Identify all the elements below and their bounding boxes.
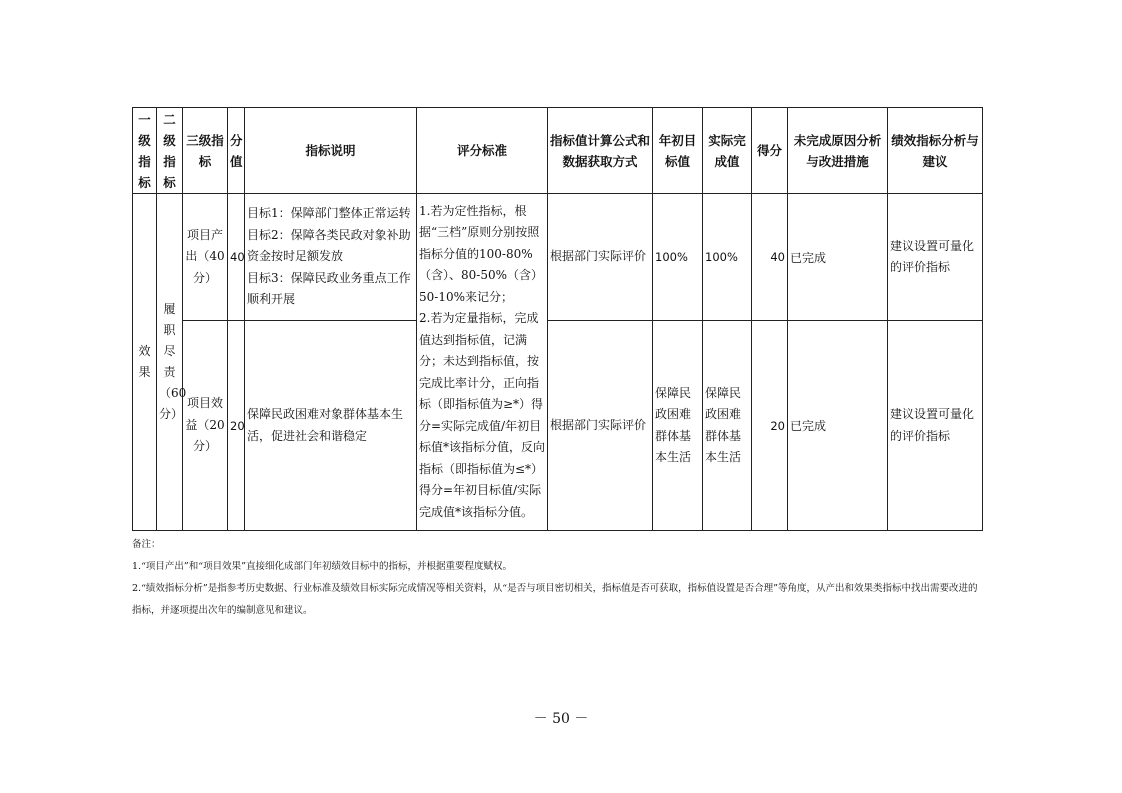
method-cell: 根据部门实际评价: [548, 321, 653, 531]
method-cell: 根据部门实际评价: [548, 194, 653, 321]
performance-table: [132, 107, 983, 531]
table-row: [133, 321, 983, 531]
target-cell: 100%: [653, 194, 703, 321]
level1-cell: 效果: [133, 194, 157, 531]
score-cell: 40: [228, 194, 245, 321]
description-cell: 保障民政困难对象群体基本生活，促进社会和谐稳定: [245, 321, 417, 531]
header-row: [133, 108, 983, 194]
header-score: 分值: [228, 108, 245, 194]
notes-title: 备注：: [132, 539, 161, 550]
header-got: 得分: [752, 108, 788, 194]
reason-cell: 已完成: [788, 194, 888, 321]
score-cell: 20: [228, 321, 245, 531]
reason-cell: 已完成: [788, 321, 888, 531]
header-level3: 三级指标: [183, 108, 228, 194]
level3-cell: 项目效益（20分）: [183, 321, 228, 531]
description-cell: 目标1：保障部门整体正常运转 目标2：保障各类民政对象补助资金按时足额发放 目标3：保障民政业务重点工作顺利开展: [245, 194, 417, 321]
header-description: 指标说明: [245, 108, 417, 194]
actual-cell: 100%: [703, 194, 752, 321]
level2-cell: 履职尽责（60分）: [157, 194, 183, 531]
level3-cell: 项目产出（40分）: [183, 194, 228, 321]
advice-cell: 建议设置可量化的评价指标: [888, 321, 983, 531]
got-score-cell: 40: [752, 194, 788, 321]
got-score-cell: 20: [752, 321, 788, 531]
note-item: 1.“项目产出”和“项目效果”直接细化成部门年初绩效目标中的指标，并根据重要程度赋权。: [132, 561, 512, 572]
advice-cell: 建议设置可量化的评价指标: [888, 194, 983, 321]
header-criteria: 评分标准: [417, 108, 548, 194]
target-cell: 保障民政困难群体基本生活: [653, 321, 703, 531]
note-item: 2.“绩效指标分析”是指参考历史数据、行业标准及绩效目标实际完成情况等相关资料，从“是否与项目密切相关，指标值是否可获取，指标值设置是否合理”等角度，从产出和效果类指标中找出需要改进的指标，并逐项提出次年的编制意见和建议。: [132, 583, 978, 616]
header-level2: 二级指标: [157, 108, 183, 194]
page-number: － 50 －: [533, 711, 589, 727]
criteria-cell: 1.若为定性指标，根据“三档”原则分别按照指标分值的100-80%（含）、80-50%（含）50-10%来记分； 2.若为定量指标，完成值达到指标值，记满分；未达到指标值，按完成比率计分，正向指标（即指标值为≥*）得分=实际完成值/年初目标值*该指标分值，反向指标（即指标值为≤*）得分=年初目标值/实际完成值*该指标分值。: [417, 194, 548, 531]
actual-cell: 保障民政困难群体基本生活: [703, 321, 752, 531]
header-advice: 绩效指标分析与建议: [888, 108, 983, 194]
notes-section: [132, 534, 984, 622]
header-actual: 实际完成值: [703, 108, 752, 194]
table-row: [133, 194, 983, 321]
header-target: 年初目标值: [653, 108, 703, 194]
header-reason: 未完成原因分析与改进措施: [788, 108, 888, 194]
header-level1: 一级指标: [133, 108, 157, 194]
header-method: 指标值计算公式和数据获取方式: [548, 108, 653, 194]
